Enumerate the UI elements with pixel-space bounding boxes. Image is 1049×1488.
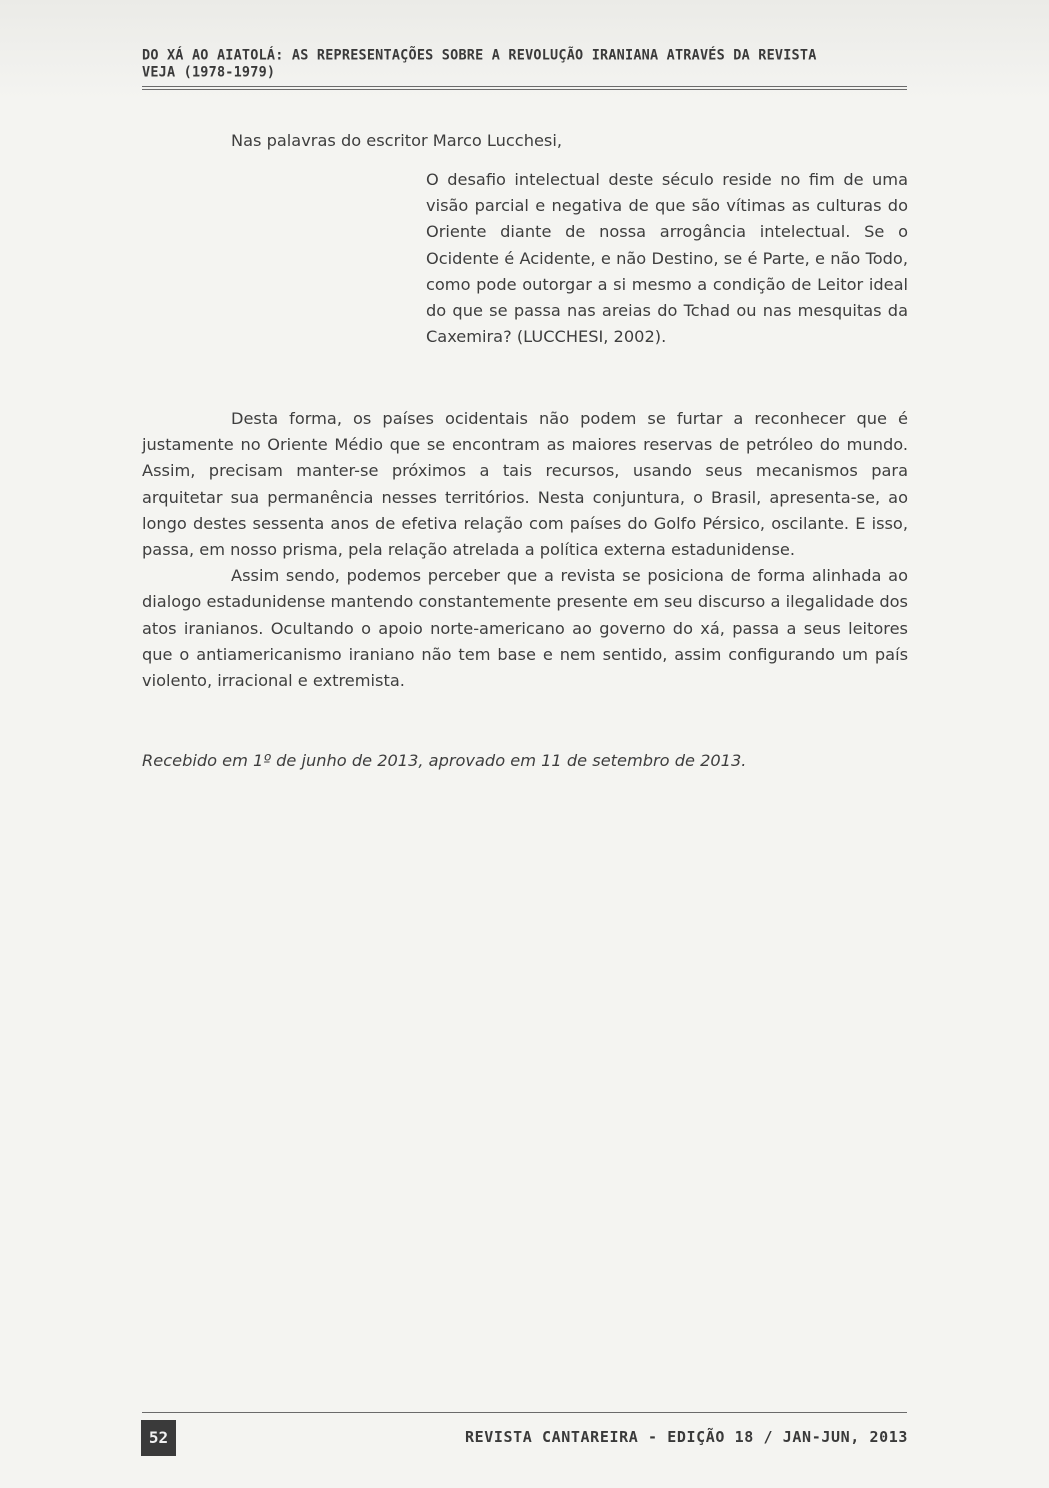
- header-rule-double: [142, 89, 907, 90]
- received-note: Recebido em 1º de junho de 2013, aprovado em 11 de setembro de 2013.: [142, 751, 747, 770]
- block-quote: O desafio intelectual deste século reside no fim de uma visão parcial e negativa de que são vítimas as culturas do Oriente diante de nossa arrogância intelectual. Se o Ocidente é Acidente, e não Destino, se é Parte, e não Todo, como pode outorgar a si mesmo a condição de Leitor ideal do que se passa nas areias do Tchad ou nas mesquitas da Caxemira? (LUCCHESI, 2002).: [426, 170, 908, 347]
- header-rule: [142, 86, 907, 87]
- running-title-line-1: DO XÁ AO AIATOLÁ: AS REPRESENTAÇÕES SOBRE A REVOLUÇÃO IRANIANA ATRAVÉS DA REVISTA: [142, 47, 817, 64]
- running-title: [142, 47, 842, 81]
- body-text: [142, 406, 908, 694]
- footer-rule: [142, 1412, 907, 1413]
- paragraph-1: Desta forma, os países ocidentais não podem se furtar a reconhecer que é justamente no Oriente Médio que se encontram as maiores reservas de petróleo do mundo. Assim, precisam manter-se próximos a tais recursos, usando seus mecanismos para arquitetar sua permanência nesses territórios. Nesta conjuntura, o Brasil, apresenta-se, ao longo destes sessenta anos de efetiva relação com países do Golfo Pérsico, oscilante. E isso, passa, em nosso prisma, pela relação atrelada a política externa estadunidense.: [142, 409, 908, 560]
- running-title-line-2: VEJA (1978-1979): [142, 63, 276, 81]
- paragraph-2: Assim sendo, podemos perceber que a revista se posiciona de forma alinhada ao dialogo estadunidense mantendo constantemente presente em seu discurso a ilegalidade dos atos iranianos. Ocultando o apoio norte-americano ao governo do xá, passa a seus leitores que o antiamericanismo iraniano não tem base e nem sentido, assim configurando um país violento, irracional e extremista.: [142, 566, 908, 691]
- journal-footer: REVISTA CANTAREIRA - EDIÇÃO 18 / JAN-JUN, 2013: [464, 1428, 908, 1446]
- page-number: 52: [141, 1420, 176, 1456]
- intro-line: Nas palavras do escritor Marco Lucchesi,: [231, 131, 562, 150]
